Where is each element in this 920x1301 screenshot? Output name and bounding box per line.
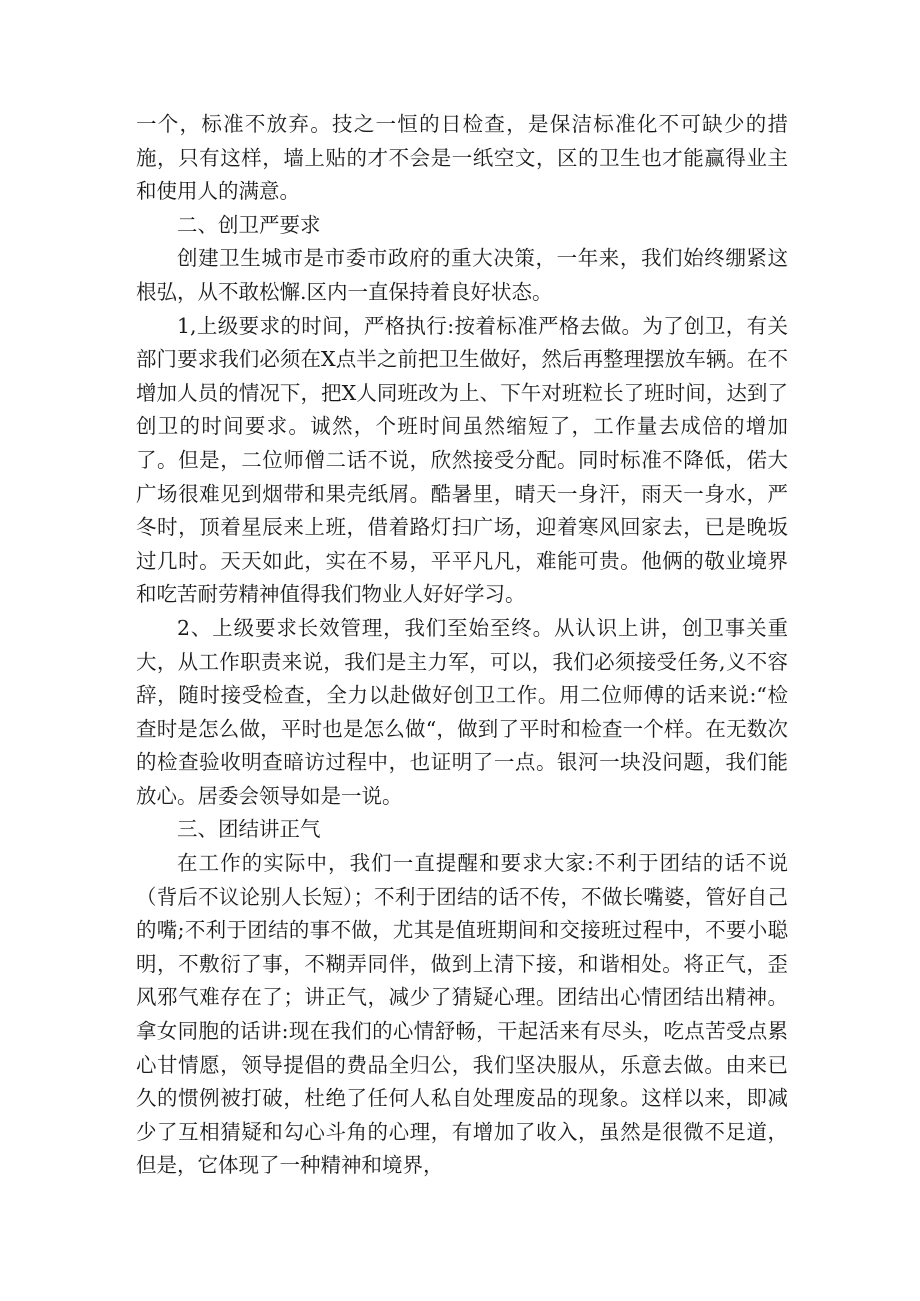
document-body: [136, 108, 788, 1183]
section-heading-3: 三、团结讲正气: [177, 817, 321, 842]
section-heading-2: 二、创卫严要求: [177, 212, 321, 237]
paragraph-item-2: 2、上级要求长效管理，我们至始至终。从认识上讲，创卫事关重大，从工作职责来说，我们是主力军，可以，我们必须接受任务,义不容辞，随时接受检查，全力以赴做好创卫工作。用二位师傅的话来说:“检查时是怎么做，平时也是怎么做“，做到了平时和检查一个样。在无数次的检查验收明查暗访过程中，也证明了一点。银河一块没问题，我们能放心。居委会领导如是一说。: [136, 615, 788, 808]
paragraph-unity: 在工作的实际中，我们一直提醒和要求大家:不利于团结的话不说（背后不议论别人长短）；不利于团结的话不传，不做长嘴婆，管好自己的嘴;不利于团结的事不做，尤其是值班期间和交接班过程中，不要小聪明，不敷衍了事，不糊弄同伴，做到上清下接，和谐相处。将正气，歪风邪气难存在了；讲正气，减少了猜疑心理。团结出心情团结出精神。拿女同胞的话讲:现在我们的心情舒畅，干起活来有尽头，吃点苦受点累心甘情愿，领导提倡的费品全归公，我们坚决服从，乐意去做。由来已久的惯例被打破，杜绝了任何人私自处理废品的现象。这样以来，即减少了互相猜疑和勾心斗角的心理，有增加了收入，虽然是很微不足道，但是，它体现了一种精神和境界，: [136, 851, 788, 1178]
paragraph-continuation: 一个，标准不放弃。技之一恒的日检查，是保洁标准化不可缺少的措施，只有这样，墙上贴的才不会是一纸空文，区的卫生也才能赢得业主和使用人的满意。: [136, 112, 788, 204]
paragraph-item-1: 1,上级要求的时间，严格执行:按着标准严格去做。为了创卫，有关部门要求我们必须在X点半之前把卫生做好，然后再整理摆放车辆。在不增加人员的情况下，把X人同班改为上、下午对班粒长了班时间，达到了创卫的时间要求。诚然，个班时间虽然缩短了，工作量去成倍的增加了。但是，二位师僧二话不说，欣然接受分配。同时标准不降低，偌大广场很难见到烟带和果壳纸屑。酷暑里，晴天一身汗，雨天一身水，严冬时，顶着星辰来上班，借着路灯扫广场，迎着寒风回家去，已是晚坂过几时。天天如此，实在不易，平平凡凡，难能可贵。他俩的敬业境界和吃苦耐劳精神值得我们物业人好好学习。: [136, 313, 788, 607]
paragraph-intro: 创建卫生城市是市委市政府的重大决策，一年来，我们始终绷紧这根弘，从不敢松懈.区内一直保持着良好状态。: [136, 246, 788, 304]
